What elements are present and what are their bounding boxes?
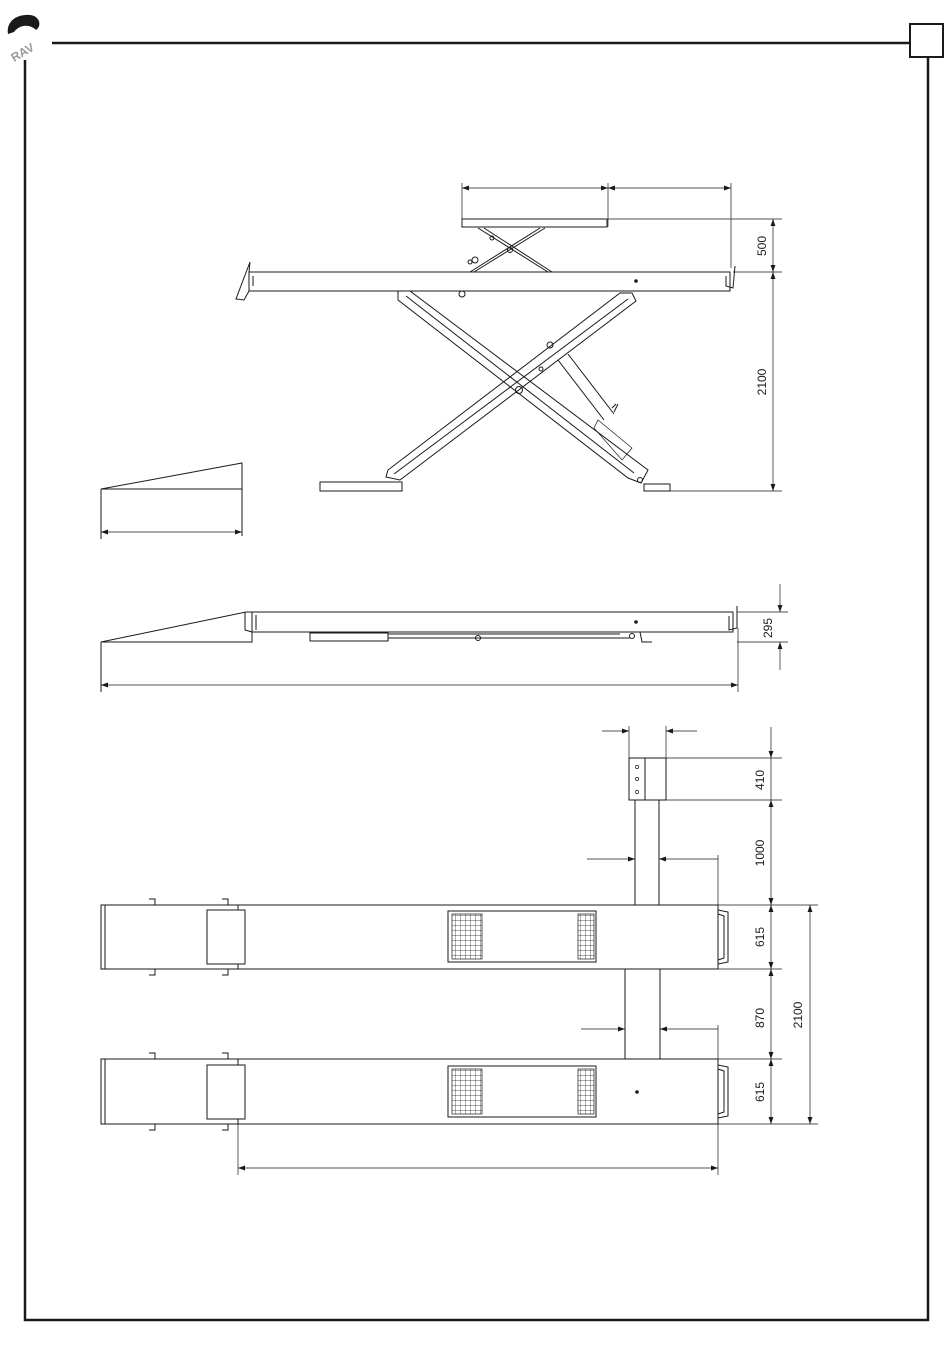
base-plate-right: [644, 484, 670, 491]
lowered-view: [101, 584, 788, 692]
supply-column: [635, 800, 659, 905]
ramp-pad-lower: [207, 1065, 245, 1119]
grid-plate-left-lower: [452, 1069, 482, 1114]
platform-upper: [101, 899, 728, 975]
logo-text: RAV: [8, 40, 37, 65]
dim-platform-width-top: 615: [753, 926, 767, 948]
folded-base-left: [310, 633, 388, 641]
plan-view: [101, 726, 818, 1175]
ramp-detail: [101, 463, 242, 539]
control-box: [629, 758, 666, 800]
platform-lowered: [252, 612, 733, 632]
page-number-box: [910, 24, 943, 57]
dim-lowered-height: 295: [761, 617, 775, 639]
dim-inner-gap: 870: [753, 1007, 767, 1029]
hydraulic-cylinder: [558, 354, 614, 420]
dim-platform-width-bottom: 615: [753, 1081, 767, 1103]
brand-logo: [8, 15, 40, 65]
upper-platform: [462, 219, 607, 227]
dim-total-height: 2100: [755, 368, 769, 396]
dim-upper-gap: 1000: [753, 839, 767, 867]
page-frame: [25, 24, 943, 1320]
side-view-raised: [236, 183, 782, 491]
grid-plate-left: [452, 914, 482, 959]
logo-mark-icon: [8, 15, 40, 34]
dim-overall-width: 2100: [791, 1001, 805, 1029]
base-plate-left: [320, 482, 402, 491]
dim-rise-upper: 500: [755, 235, 769, 257]
dim-top-block: 410: [753, 769, 767, 791]
ramp-pad-upper: [207, 910, 245, 964]
grid-plate-right: [578, 914, 594, 959]
ramp-flap: [236, 262, 250, 300]
cross-member: [625, 969, 660, 1059]
platform-lower: [101, 1053, 728, 1130]
grid-plate-right-lower: [578, 1069, 594, 1114]
main-platform: [249, 272, 730, 291]
ramp-lowered: [101, 612, 252, 642]
